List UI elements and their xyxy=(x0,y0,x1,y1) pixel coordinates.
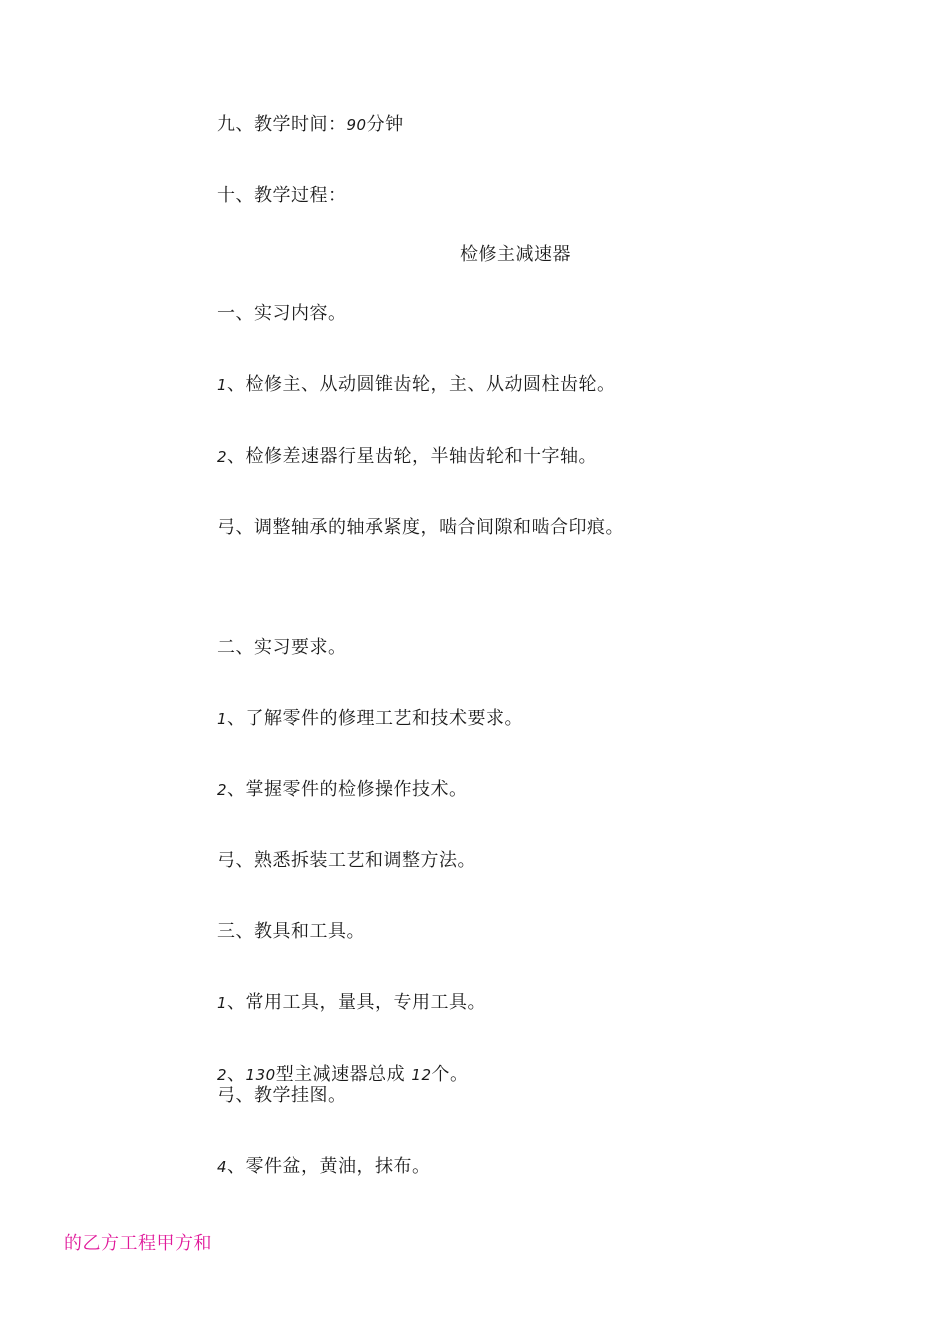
section2-item-1 xyxy=(217,707,523,731)
section2-item-3 xyxy=(217,849,476,873)
item-text: 、零件盆，黄油，抹布。 xyxy=(227,1156,431,1177)
teaching-time-value: 90 xyxy=(346,116,367,134)
item-number: 1 xyxy=(217,994,228,1012)
item-number: 2 xyxy=(217,448,228,466)
footer-fragment-text: 的乙方工程甲方和 xyxy=(64,1233,212,1254)
section2-item-2 xyxy=(217,778,468,802)
item-text: 、了解零件的修理工艺和技术要求。 xyxy=(227,708,524,729)
item-number: 弓 xyxy=(217,850,236,871)
section3-item-1 xyxy=(217,991,486,1015)
item-number: 弓 xyxy=(217,517,236,538)
teaching-time-line xyxy=(217,113,404,137)
item-text: 个。 xyxy=(431,1064,469,1085)
model-number: 130 xyxy=(245,1066,276,1084)
item-number: 2 xyxy=(217,1066,228,1084)
page-title: 检修主减速器 xyxy=(460,244,571,265)
teaching-time-label: 九、教学时间： xyxy=(217,114,347,135)
item-number: 弓 xyxy=(217,1085,236,1106)
section2-heading: 二、实习要求。 xyxy=(217,637,347,658)
section1-heading: 一、实习内容。 xyxy=(217,303,347,324)
item-text: 、掌握零件的检修操作技术。 xyxy=(227,779,468,800)
item-text: 、检修主、从动圆锥齿轮，主、从动圆柱齿轮。 xyxy=(227,374,616,395)
section1-item-1 xyxy=(217,373,616,397)
item-text: 、 xyxy=(227,1064,246,1085)
section1-item-3 xyxy=(217,516,624,540)
item-text: 、常用工具，量具，专用工具。 xyxy=(227,992,487,1013)
quantity-number: 12 xyxy=(411,1066,432,1084)
item-number: 2 xyxy=(217,781,228,799)
item-number: 1 xyxy=(217,376,228,394)
teaching-time-unit: 分钟 xyxy=(366,114,404,135)
item-text: 、调整轴承的轴承紧度，啮合间隙和啮合印痕。 xyxy=(235,517,624,538)
section3-item-4 xyxy=(217,1155,431,1179)
item-text: 、教学挂图。 xyxy=(235,1085,347,1106)
item-text: 型主减速器总成 xyxy=(275,1064,412,1085)
item-text: 、检修差速器行星齿轮，半轴齿轮和十字轴。 xyxy=(227,446,598,467)
item-number: 1 xyxy=(217,710,228,728)
item-text: 、熟悉拆装工艺和调整方法。 xyxy=(235,850,476,871)
section1-item-2 xyxy=(217,445,597,469)
section3-heading: 三、教具和工具。 xyxy=(217,921,365,942)
item-number: 4 xyxy=(217,1158,228,1176)
teaching-process-label: 十、教学过程： xyxy=(217,185,347,206)
section3-item-3 xyxy=(217,1084,347,1108)
